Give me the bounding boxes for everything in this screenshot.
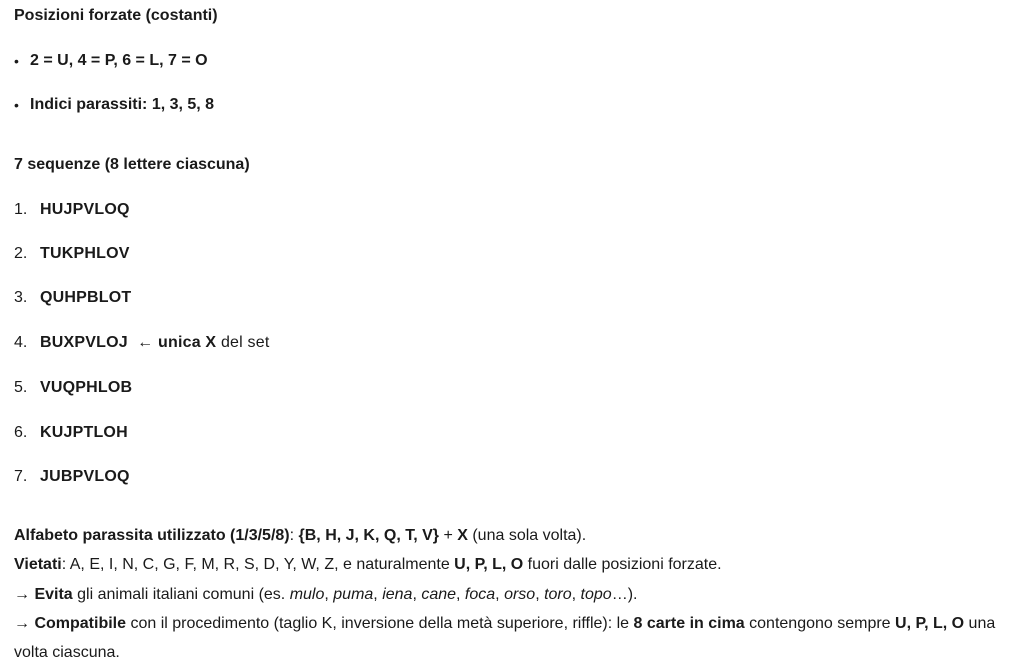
list-number: 4.	[14, 334, 28, 351]
bullet-marker: •	[14, 53, 19, 69]
list-number: 3.	[14, 289, 28, 306]
compatible-note: → Compatibile con il procedimento (taglio K, inversione della metà superiore, riffle): le 8 carte in cima contengono sempre U, P, L, O una volta ciascuna.	[14, 615, 996, 661]
sequence-code: VUQPHLOB	[40, 379, 133, 396]
sequence-code-with-note	[40, 334, 270, 352]
list-number: 1.	[14, 201, 28, 218]
forced-positions-text: 2 = U, 4 = P, 6 = L, 7 = O	[30, 52, 208, 69]
alphabet-note: Alfabeto parassita utilizzato (1/3/5/8): {B, H, J, K, Q, T, V} + X (una sola volta).	[14, 527, 587, 544]
list-number: 5.	[14, 379, 28, 396]
sequence-code: BUXPVLOJ	[40, 334, 128, 351]
parasite-indices-text: Indici parassiti: 1, 3, 5, 8	[30, 96, 215, 113]
sequence-code: JUBPVLOQ	[40, 468, 130, 485]
sequence-code: HUJPVLOQ	[40, 201, 130, 218]
forbidden-note: Vietati: A, E, I, N, C, G, F, M, R, S, D, Y, W, Z, e naturalmente U, P, L, O fuori dalle posizioni forzate.	[14, 556, 722, 573]
note-rest: del set	[216, 334, 270, 351]
section-title-sequences: 7 sequenze (8 lettere ciascuna)	[14, 156, 250, 173]
avoid-note: → Evita gli animali italiani comuni (es. mulo, puma, iena, cane, foca, orso, toro, topo…).	[14, 586, 638, 603]
bullet-marker: •	[14, 97, 19, 113]
sequence-code: TUKPHLOV	[40, 245, 130, 262]
sequence-code: QUHPBLOT	[40, 289, 132, 306]
sequence-code: KUJPTLOH	[40, 424, 128, 441]
note-bold: unica X	[158, 334, 217, 351]
left-arrow-icon: ←	[137, 334, 154, 351]
list-number: 7.	[14, 468, 28, 485]
list-number: 2.	[14, 245, 28, 262]
right-arrow-icon: →	[14, 586, 35, 603]
list-number: 6.	[14, 424, 28, 441]
right-arrow-icon: →	[14, 615, 35, 632]
section-title-forced-positions: Posizioni forzate (costanti)	[14, 7, 218, 24]
